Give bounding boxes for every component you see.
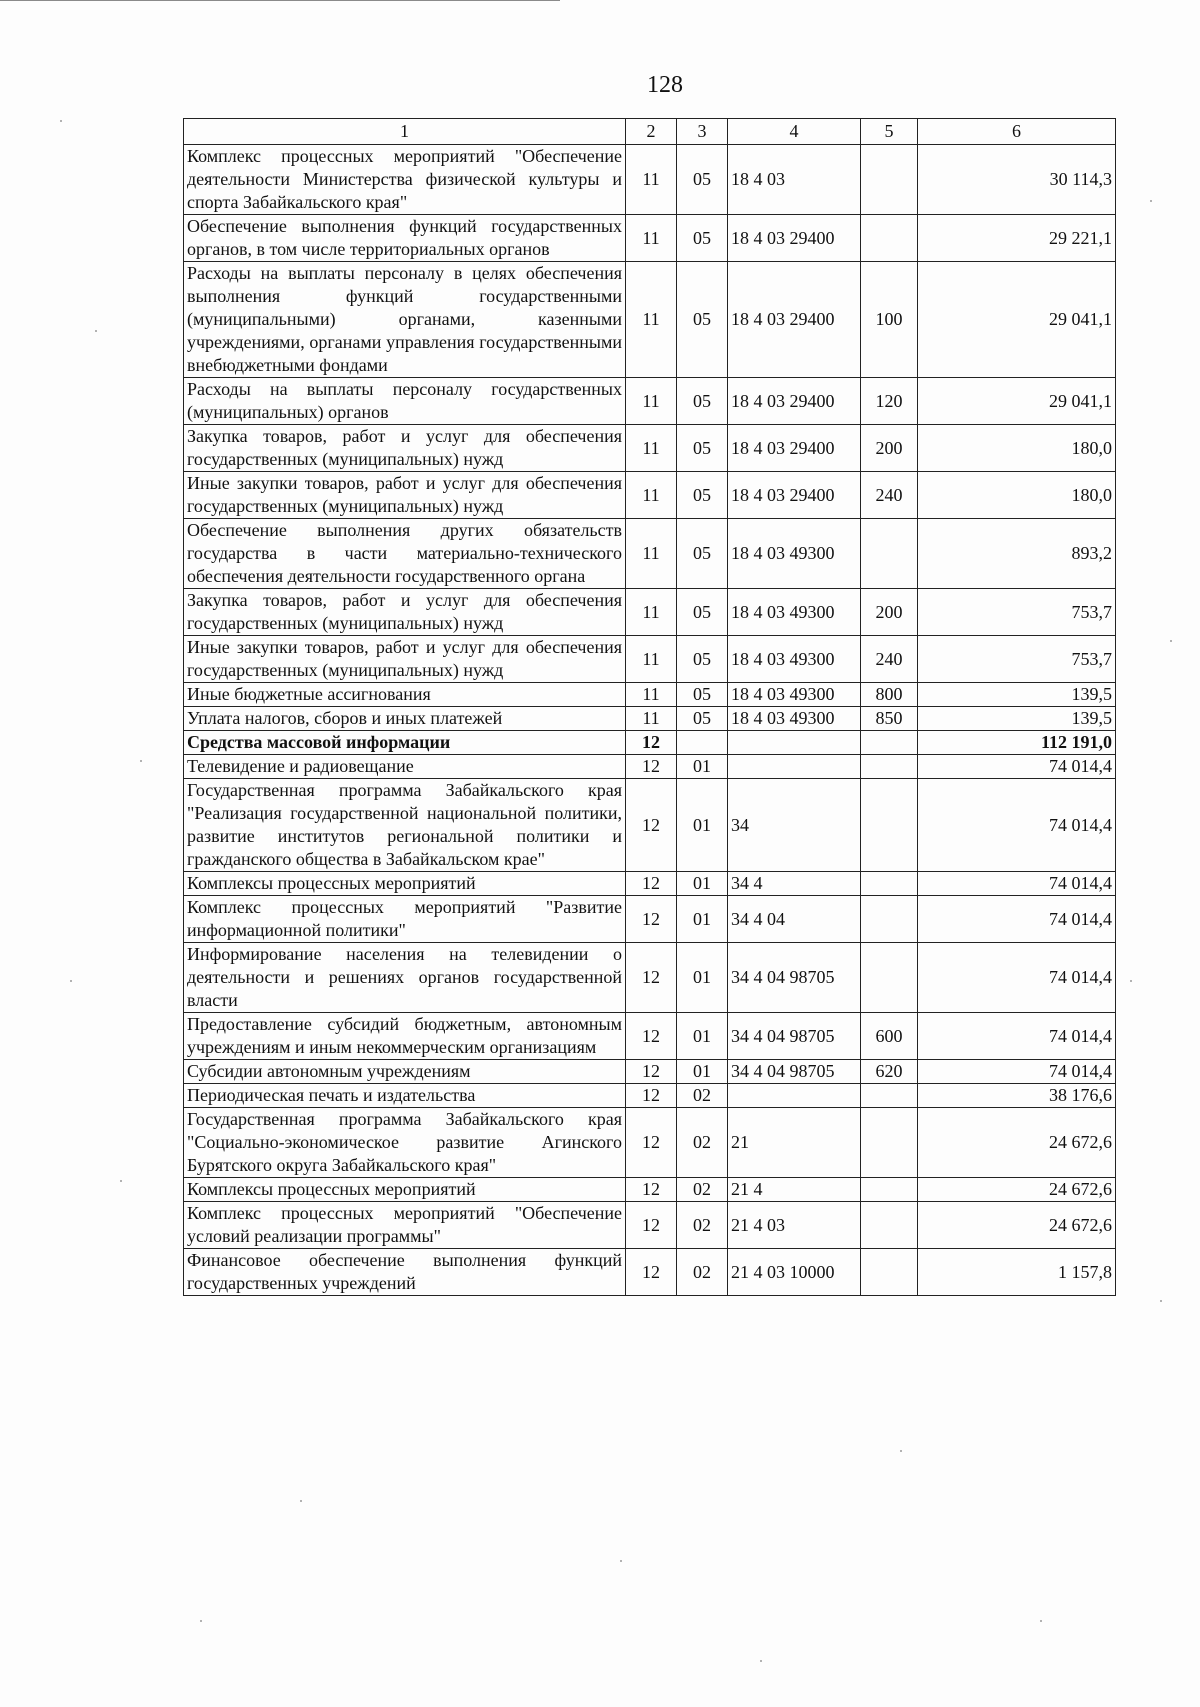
amount-cell: 753,7 [918,589,1116,636]
row-name-cell: Закупка товаров, работ и услуг для обеспечения государственных (муниципальных) нужд [184,425,626,472]
subsection-code-cell: 01 [677,896,728,943]
table-row [184,519,1116,589]
expense-type-cell: 850 [861,707,918,731]
amount-cell: 74 014,4 [918,1060,1116,1084]
amount-cell: 893,2 [918,519,1116,589]
scan-speckle [760,1660,762,1662]
amount-cell: 24 672,6 [918,1108,1116,1178]
subsection-code-cell: 05 [677,378,728,425]
amount-cell: 753,7 [918,636,1116,683]
subsection-code-cell: 01 [677,1060,728,1084]
target-article-cell: 18 4 03 49300 [728,519,861,589]
section-code-cell: 12 [626,1060,677,1084]
header-col-1: 1 [184,119,626,145]
table-row [184,872,1116,896]
section-code-cell: 12 [626,1202,677,1249]
amount-cell: 139,5 [918,683,1116,707]
amount-cell: 38 176,6 [918,1084,1116,1108]
expense-type-cell [861,519,918,589]
amount-cell: 180,0 [918,425,1116,472]
target-article-cell [728,731,861,755]
expense-type-cell: 800 [861,683,918,707]
row-name-cell: Финансовое обеспечение выполнения функций государственных учреждений [184,1249,626,1296]
section-code-cell: 12 [626,755,677,779]
page-number: 128 [647,72,683,98]
amount-cell: 29 041,1 [918,262,1116,378]
expense-type-cell [861,779,918,872]
subsection-code-cell: 05 [677,215,728,262]
table-row [184,1202,1116,1249]
expense-type-cell [861,215,918,262]
section-code-cell: 11 [626,683,677,707]
target-article-cell: 21 4 [728,1178,861,1202]
subsection-code-cell: 05 [677,472,728,519]
subsection-code-cell: 02 [677,1108,728,1178]
row-name-cell: Телевидение и радиовещание [184,755,626,779]
target-article-cell: 18 4 03 29400 [728,425,861,472]
table-row [184,1013,1116,1060]
section-code-cell: 12 [626,872,677,896]
table-row [184,1249,1116,1296]
section-code-cell: 11 [626,589,677,636]
section-code-cell: 11 [626,636,677,683]
row-name-cell: Государственная программа Забайкальского края "Социально-экономическое развитие Агинского Бурятского округа Забайкальского края" [184,1108,626,1178]
section-code-cell: 11 [626,472,677,519]
scan-speckle [300,1500,302,1502]
amount-cell: 180,0 [918,472,1116,519]
expense-type-cell: 100 [861,262,918,378]
scan-speckle [1150,200,1152,202]
table-row [184,707,1116,731]
header-col-3: 3 [677,119,728,145]
subsection-code-cell: 05 [677,683,728,707]
subsection-code-cell: 02 [677,1249,728,1296]
table-row [184,683,1116,707]
expense-type-cell [861,1084,918,1108]
scan-speckle [70,980,72,982]
row-name-cell: Обеспечение выполнения функций государственных органов, в том числе территориальных органов [184,215,626,262]
expense-type-cell [861,943,918,1013]
table-row [184,731,1116,755]
table-row [184,755,1116,779]
section-code-cell: 11 [626,519,677,589]
expense-type-cell: 600 [861,1013,918,1060]
subsection-code-cell: 05 [677,262,728,378]
expense-type-cell: 240 [861,636,918,683]
subsection-code-cell: 05 [677,519,728,589]
amount-cell: 74 014,4 [918,872,1116,896]
row-name-cell: Закупка товаров, работ и услуг для обеспечения государственных (муниципальных) нужд [184,589,626,636]
target-article-cell: 34 4 [728,872,861,896]
expense-type-cell [861,731,918,755]
target-article-cell: 34 4 04 98705 [728,1013,861,1060]
row-name-cell: Информирование населения на телевидении о деятельности и решениях органов государственной власти [184,943,626,1013]
amount-cell: 24 672,6 [918,1202,1116,1249]
target-article-cell: 18 4 03 49300 [728,636,861,683]
section-code-cell: 12 [626,1178,677,1202]
amount-cell: 74 014,4 [918,1013,1116,1060]
section-code-cell: 12 [626,1108,677,1178]
amount-cell: 29 221,1 [918,215,1116,262]
subsection-code-cell: 05 [677,707,728,731]
row-name-cell: Комплекс процессных мероприятий "Обеспечение деятельности Министерства физической культуры и спорта Забайкальского края" [184,145,626,215]
subsection-code-cell: 02 [677,1084,728,1108]
header-col-5: 5 [861,119,918,145]
target-article-cell: 18 4 03 29400 [728,215,861,262]
target-article-cell: 18 4 03 29400 [728,472,861,519]
expense-type-cell: 240 [861,472,918,519]
subsection-code-cell: 05 [677,145,728,215]
section-code-cell: 12 [626,731,677,755]
scan-edge-line [0,0,560,9]
scan-speckle [1130,980,1132,982]
expense-type-cell [861,872,918,896]
table-row [184,215,1116,262]
subsection-code-cell: 01 [677,779,728,872]
target-article-cell: 21 4 03 10000 [728,1249,861,1296]
expense-type-cell [861,755,918,779]
header-col-4: 4 [728,119,861,145]
row-name-cell: Иные закупки товаров, работ и услуг для обеспечения государственных (муниципальных) нужд [184,472,626,519]
target-article-cell: 18 4 03 49300 [728,707,861,731]
row-name-cell: Иные бюджетные ассигнования [184,683,626,707]
amount-cell: 24 672,6 [918,1178,1116,1202]
amount-cell: 139,5 [918,707,1116,731]
scan-speckle [1170,640,1172,642]
row-name-cell: Комплексы процессных мероприятий [184,872,626,896]
row-name-cell: Периодическая печать и издательства [184,1084,626,1108]
table-row [184,1084,1116,1108]
row-name-cell: Средства массовой информации [184,731,626,755]
subsection-code-cell: 01 [677,1013,728,1060]
amount-cell: 1 157,8 [918,1249,1116,1296]
table-row [184,472,1116,519]
scan-speckle [120,1180,122,1182]
target-article-cell: 34 4 04 98705 [728,1060,861,1084]
amount-cell: 74 014,4 [918,755,1116,779]
subsection-code-cell: 01 [677,872,728,896]
section-code-cell: 11 [626,262,677,378]
row-name-cell: Комплекс процессных мероприятий "Развитие информационной политики" [184,896,626,943]
target-article-cell: 18 4 03 29400 [728,378,861,425]
target-article-cell: 34 4 04 98705 [728,943,861,1013]
section-code-cell: 11 [626,145,677,215]
target-article-cell: 21 4 03 [728,1202,861,1249]
table-row [184,262,1116,378]
row-name-cell: Уплата налогов, сборов и иных платежей [184,707,626,731]
expense-type-cell [861,1178,918,1202]
table-row [184,378,1116,425]
expense-type-cell [861,1108,918,1178]
target-article-cell: 18 4 03 49300 [728,589,861,636]
header-col-2: 2 [626,119,677,145]
table-row [184,779,1116,872]
subsection-code-cell: 05 [677,425,728,472]
section-code-cell: 12 [626,779,677,872]
section-code-cell: 11 [626,378,677,425]
row-name-cell: Иные закупки товаров, работ и услуг для обеспечения государственных (муниципальных) нужд [184,636,626,683]
subsection-code-cell: 05 [677,636,728,683]
expense-type-cell [861,1249,918,1296]
amount-cell: 29 041,1 [918,378,1116,425]
expense-type-cell: 120 [861,378,918,425]
header-col-6: 6 [918,119,1116,145]
table-row [184,1108,1116,1178]
table-header-row [184,119,1116,145]
section-code-cell: 12 [626,1249,677,1296]
scan-speckle [620,1560,622,1562]
expense-type-cell: 620 [861,1060,918,1084]
scan-speckle [1160,1300,1162,1302]
scan-speckle [60,120,62,122]
section-code-cell: 11 [626,707,677,731]
table-row [184,1060,1116,1084]
scan-speckle [900,1450,902,1452]
expense-type-cell [861,1202,918,1249]
scan-speckle [140,760,142,762]
expense-type-cell: 200 [861,425,918,472]
row-name-cell: Субсидии автономным учреждениям [184,1060,626,1084]
section-code-cell: 12 [626,1013,677,1060]
target-article-cell: 34 [728,779,861,872]
section-code-cell: 11 [626,425,677,472]
table-row [184,896,1116,943]
amount-cell: 30 114,3 [918,145,1116,215]
subsection-code-cell: 01 [677,943,728,1013]
amount-cell: 74 014,4 [918,943,1116,1013]
target-article-cell: 21 [728,1108,861,1178]
table-row [184,589,1116,636]
subsection-code-cell [677,731,728,755]
subsection-code-cell: 05 [677,589,728,636]
table-row [184,1178,1116,1202]
amount-cell: 74 014,4 [918,779,1116,872]
table-row [184,943,1116,1013]
target-article-cell [728,755,861,779]
scan-speckle [200,1620,202,1622]
section-code-cell: 12 [626,896,677,943]
expense-type-cell: 200 [861,589,918,636]
scan-speckle [1040,1620,1042,1622]
section-code-cell: 12 [626,1084,677,1108]
table-row [184,425,1116,472]
row-name-cell: Комплекс процессных мероприятий "Обеспечение условий реализации программы" [184,1202,626,1249]
target-article-cell [728,1084,861,1108]
table-row [184,145,1116,215]
expense-type-cell [861,145,918,215]
section-code-cell: 12 [626,943,677,1013]
amount-cell: 112 191,0 [918,731,1116,755]
target-article-cell: 18 4 03 [728,145,861,215]
section-code-cell: 11 [626,215,677,262]
target-article-cell: 18 4 03 49300 [728,683,861,707]
row-name-cell: Расходы на выплаты персоналу государственных (муниципальных) органов [184,378,626,425]
row-name-cell: Государственная программа Забайкальского края "Реализация государственной национальной политики, развитие институтов региональной политики и гражданского общества в Забайкальском крае" [184,779,626,872]
budget-table [183,118,1116,1296]
row-name-cell: Предоставление субсидий бюджетным, автономным учреждениям и иным некоммерческим организациям [184,1013,626,1060]
scan-speckle [95,330,97,332]
expense-type-cell [861,896,918,943]
subsection-code-cell: 02 [677,1178,728,1202]
table-row [184,636,1116,683]
target-article-cell: 18 4 03 29400 [728,262,861,378]
row-name-cell: Обеспечение выполнения других обязательств государства в части материально-технического обеспечения деятельности государственного органа [184,519,626,589]
subsection-code-cell: 01 [677,755,728,779]
amount-cell: 74 014,4 [918,896,1116,943]
target-article-cell: 34 4 04 [728,896,861,943]
subsection-code-cell: 02 [677,1202,728,1249]
row-name-cell: Расходы на выплаты персоналу в целях обеспечения выполнения функций государственными (муниципальными) органами, казенными учреждениями, органами управления государственными внебюджетными фондами [184,262,626,378]
row-name-cell: Комплексы процессных мероприятий [184,1178,626,1202]
